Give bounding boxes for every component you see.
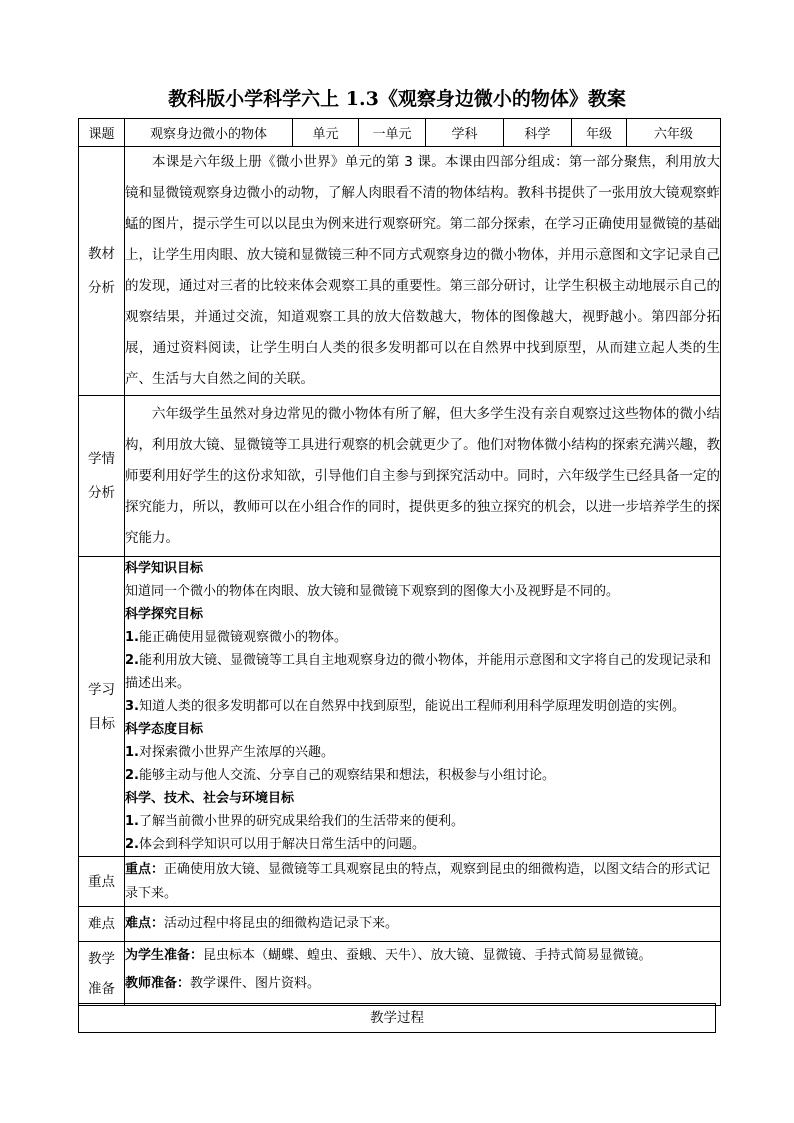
material-analysis-text: 本课是六年级上册《微小世界》单元的第 3 课。本课由四部分组成：第一部分聚焦，利用放大镜和显微镜观察身边微小的动物，了解人肉眼看不清的物体结构。教科书提供了一张用放大镜观察蚱蜢的图片，提示学生可以以昆虫为例来进行观察研究。第二部分探索，在学习正确使用显微镜的基础上，让学生用肉眼、放大镜和显微镜三种不同方式观察身边的微小物体，并用示意图和文字记录自己的发现，通过对三者的比较来体会观察工具的重要性。第三部分研讨，让学生积极主动地展示自己的观察结果，并通过交流，知道观察工具的放大倍数越大，物体的图像越大，视野越小。第四部分拓展，通过资料阅读，让学生明白人类的很多发明都可以在自然界中找到原型，从而建立起人类的生产、生活与大自然之间的关联。 bbox=[125, 147, 721, 396]
inquiry-goal-2: 2.能利用放大镜、显微镜等工具自主地观察身边的微小物体，并能用示意图和文字将自己的发现记录和描述出来。 bbox=[125, 653, 711, 691]
preparation-row bbox=[79, 942, 721, 1006]
difficulty-label: 难点 bbox=[79, 907, 125, 942]
learner-analysis-row bbox=[79, 396, 721, 557]
learning-goals-content bbox=[125, 557, 721, 857]
difficulty-row bbox=[79, 907, 721, 942]
header-row bbox=[79, 119, 721, 147]
grade-value: 六年级 bbox=[627, 119, 721, 147]
lesson-plan-table bbox=[78, 118, 721, 1006]
teaching-process-header: 教学过程 bbox=[78, 1003, 716, 1033]
attitude-goal-1: 1.对探索微小世界产生浓厚的兴趣。 bbox=[125, 745, 334, 760]
knowledge-goal-text: 知道同一个微小的物体在肉眼、放大镜和显微镜下观察到的图像大小及视野是不同的。 bbox=[125, 584, 620, 599]
material-analysis-row bbox=[79, 147, 721, 396]
preparation-content bbox=[125, 942, 721, 1006]
knowledge-goal-heading: 科学知识目标 bbox=[125, 561, 204, 576]
student-preparation: 为学生准备：昆虫标本（蝴蝶、蝗虫、蚕蛾、天牛）、放大镜、显微镜、手持式简易显微镜。 bbox=[125, 948, 652, 963]
sts-goal-1: 1.了解当前微小世界的研究成果给我们的生活带来的便利。 bbox=[125, 814, 464, 829]
preparation-label: 教学 准备 bbox=[79, 942, 125, 1006]
learner-analysis-label: 学情 分析 bbox=[79, 396, 125, 557]
learner-analysis-text: 六年级学生虽然对身边常见的微小物体有所了解，但大多学生没有亲自观察过这些物体的微小结构，利用放大镜、显微镜等工具进行观察的机会就更少了。他们对物体微小结构的探索充满兴趣，教师要利用好学生的这份求知欲，引导他们自主参与到探究活动中。同时，六年级学生已经具备一定的探究能力，所以，教师可以在小组合作的同时，提供更多的独立探究的机会，以进一步培养学生的探究能力。 bbox=[125, 396, 721, 557]
grade-label: 年级 bbox=[572, 119, 627, 147]
learning-goals-row bbox=[79, 557, 721, 857]
subject-value: 科学 bbox=[504, 119, 572, 147]
learning-goals-label: 学习 目标 bbox=[79, 557, 125, 857]
unit-label: 单元 bbox=[293, 119, 359, 147]
inquiry-goal-1: 1.能正确使用显微镜观察微小的物体。 bbox=[125, 630, 347, 645]
attitude-goal-heading: 科学态度目标 bbox=[125, 722, 204, 737]
sts-goal-2: 2.体会到科学知识可以用于解决日常生活中的问题。 bbox=[125, 837, 425, 852]
sts-goal-heading: 科学、技术、社会与环境目标 bbox=[125, 791, 295, 806]
key-point-text: 重点：正确使用放大镜、显微镜等工具观察昆虫的特点，观察到昆虫的细微构造，以图文结合的形式记录下来。 bbox=[125, 857, 721, 907]
material-analysis-label: 教材 分析 bbox=[79, 147, 125, 396]
subject-label: 学科 bbox=[426, 119, 504, 147]
topic-label: 课题 bbox=[79, 119, 125, 147]
inquiry-goal-heading: 科学探究目标 bbox=[125, 607, 204, 622]
inquiry-goal-3: 3.知道人类的很多发明都可以在自然界中找到原型，能说出工程师利用科学原理发明创造的实例。 bbox=[125, 699, 685, 714]
teacher-preparation: 教师准备：教学课件、图片资料。 bbox=[125, 976, 321, 991]
topic-value: 观察身边微小的物体 bbox=[125, 119, 293, 147]
document-title: 教科版小学科学六上 1.3《观察身边微小的物体》教案 bbox=[168, 88, 626, 110]
attitude-goal-2: 2.能够主动与他人交流、分享自己的观察结果和想法，积极参与小组讨论。 bbox=[125, 768, 555, 783]
difficulty-text: 难点：活动过程中将昆虫的细微构造记录下来。 bbox=[125, 907, 721, 942]
key-point-row bbox=[79, 857, 721, 907]
key-point-label: 重点 bbox=[79, 857, 125, 907]
unit-value: 一单元 bbox=[359, 119, 426, 147]
